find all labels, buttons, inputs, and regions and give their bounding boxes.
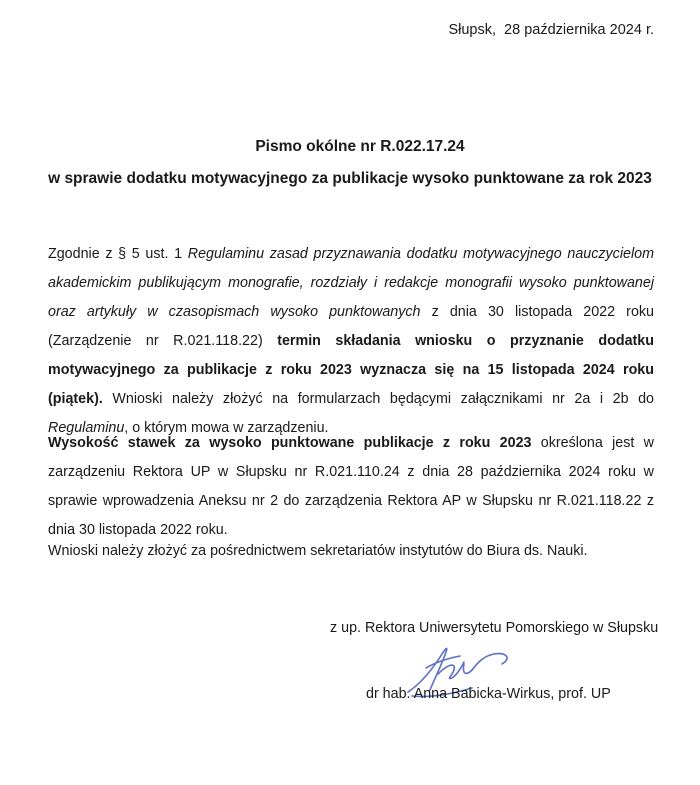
paragraph-submission	[48, 537, 654, 566]
p1-regulation-ref: Regulaminu	[48, 420, 125, 436]
p2-rates-body: określona jest w zarządzeniu Rektora UP w Słupsku nr R.021.110.24 z dnia 28 października 2024 roku w sprawie wprowadzenia Aneksu nr 2 do zarządzenia Rektora AP w Słupsku nr R.021.118.22 z dnia 30 listopada 2022 roku.	[48, 435, 654, 538]
title-document-number: Pismo okólne nr R.022.17.24	[255, 138, 465, 155]
signature-authority: z up. Rektora Uniwersytetu Pomorskiego w Słupsku	[330, 620, 659, 636]
letter-date: Słupsk, 28 października 2024 r.	[448, 22, 654, 38]
p1-intro: Zgodnie z § 5 ust. 1	[48, 246, 188, 262]
p2-rates-heading: Wysokość stawek za wysoko punktowane publikacje z roku 2023	[48, 435, 532, 451]
signatory-name: dr hab. Anna Babicka-Wirkus, prof. UP	[366, 686, 611, 702]
p3-text: Wnioski należy złożyć za pośrednictwem sekretariatów instytutów do Biura ds. Nauki.	[48, 543, 588, 559]
letter-title	[0, 138, 700, 188]
p1-regulation-date: z dnia 30 listopada 2022 roku (Zarządzenie nr R.021.118.22)	[48, 304, 654, 349]
p1-ending: , o którym mowa w zarządzeniu.	[124, 420, 329, 436]
paragraph-rates	[48, 429, 654, 545]
p1-deadline: termin składania wniosku o przyznanie dodatku motywacyjnego za publikacje z roku 2023 wyznacza się na 15 listopada 2024 roku (piątek).	[48, 333, 654, 407]
p1-regulation-name: Regulaminu zasad przyznawania dodatku motywacyjnego nauczycielom akademickim publikującym monografie, rozdziały i redakcje monografii wysoko punktowanej oraz artykuły w czasopismach wysoko punktowanych	[48, 246, 654, 320]
p1-forms: Wnioski należy złożyć na formularzach będącymi załącznikami nr 2a i 2b do	[102, 391, 654, 407]
title-subject: w sprawie dodatku motywacyjnego za publikacje wysoko punktowane za rok 2023	[48, 170, 652, 187]
paragraph-deadline	[48, 240, 654, 443]
